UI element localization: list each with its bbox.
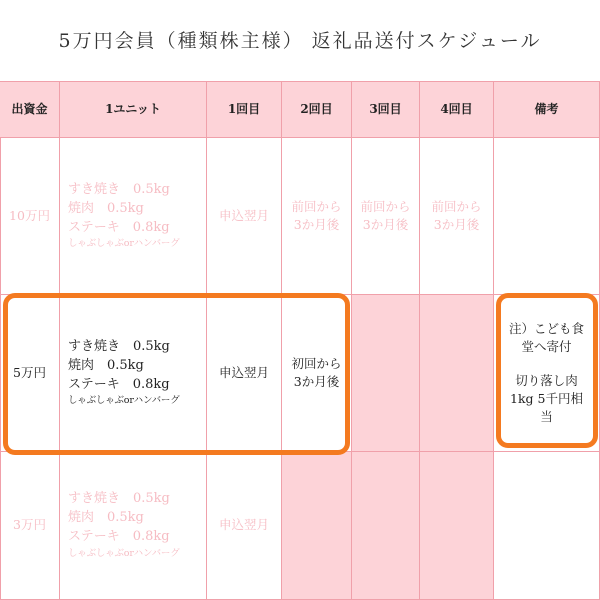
row-5man-unit — [60, 295, 207, 452]
unit-item-yakiniku: 焼肉 0.5kg — [68, 510, 144, 526]
row-3man-round-2 — [282, 452, 352, 600]
row-10man-notes — [494, 138, 600, 295]
row-5man-round-4 — [420, 295, 494, 452]
unit-item-yakiniku: 焼肉 0.5kg — [68, 357, 144, 373]
row-10man-round-1: 申込翌月 — [207, 138, 282, 295]
unit-item-sukiyaki: すき焼き 0.5kg — [68, 338, 170, 354]
unit-item-shabu: しゃぶしゃぶorハンバーグ — [68, 238, 180, 250]
unit-item-steak: ステーキ 0.8kg — [68, 376, 170, 392]
unit-item-shabu: しゃぶしゃぶorハンバーグ — [68, 547, 180, 559]
page-title: 5万円会員（種類株主様） 返礼品送付スケジュール — [58, 30, 542, 52]
header-round-4: 4回目 — [420, 82, 494, 138]
row-5man-round-2: 初回から 3か月後 — [282, 295, 352, 452]
row-5man-round-1: 申込翌月 — [207, 295, 282, 452]
row-3man-round-1: 申込翌月 — [207, 452, 282, 600]
unit-item-shabu: しゃぶしゃぶorハンバーグ — [68, 395, 180, 407]
header-unit: 1ユニット — [60, 82, 207, 138]
unit-item-yakiniku: 焼肉 0.5kg — [68, 200, 144, 216]
row-3man-amount: 3万円 — [0, 452, 60, 600]
note-kirioshi: 切り落し肉 1kg 5千円相当 — [510, 372, 583, 425]
row-3man-unit — [60, 452, 207, 600]
row-5man-notes — [494, 295, 600, 452]
header-round-1: 1回目 — [207, 82, 282, 138]
row-3man-round-4 — [420, 452, 494, 600]
header-amount: 出資金 — [0, 82, 60, 138]
header-round-2: 2回目 — [282, 82, 352, 138]
row-5man-amount: 5万円 — [0, 295, 60, 452]
unit-item-steak: ステーキ 0.8kg — [68, 219, 170, 235]
row-3man-notes — [494, 452, 600, 600]
row-10man-round-4: 前回から 3か月後 — [420, 138, 494, 295]
header-round-3: 3回目 — [352, 82, 420, 138]
note-donation: 注）こども食堂へ寄付 — [508, 320, 584, 354]
row-10man-round-3: 前回から 3か月後 — [352, 138, 420, 295]
unit-item-sukiyaki: すき焼き 0.5kg — [68, 491, 170, 507]
header-notes: 備考 — [494, 82, 600, 138]
row-3man-round-3 — [352, 452, 420, 600]
row-10man-amount: 10万円 — [0, 138, 60, 295]
unit-item-steak: ステーキ 0.8kg — [68, 529, 170, 545]
row-10man-unit — [60, 138, 207, 295]
row-5man-round-3 — [352, 295, 420, 452]
unit-item-sukiyaki: すき焼き 0.5kg — [68, 181, 170, 197]
row-10man-round-2: 前回から 3か月後 — [282, 138, 352, 295]
